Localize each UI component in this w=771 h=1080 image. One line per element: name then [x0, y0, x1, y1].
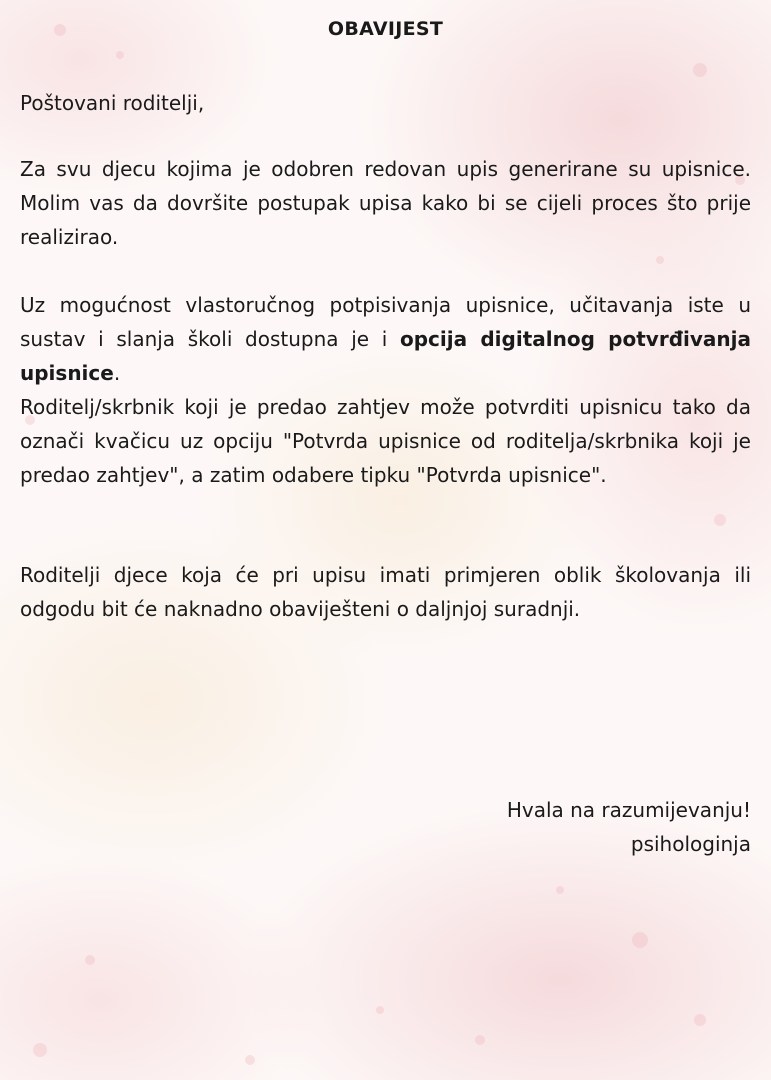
document-title: OBAVIJEST [327, 18, 444, 40]
paragraph-text-before: Uz mogućnost vlastoručnog potpisivanja upisnice, učitavanja iste u sustav i slanja školi dostupna je i [20, 293, 751, 351]
digital-confirmation-highlight: opcija digitalnog potvrđivanja upisnice [20, 327, 751, 385]
greeting: Poštovani roditelji, [20, 91, 205, 115]
signature-title: psihologinja [630, 832, 751, 856]
paragraph-confirmation-instructions: Roditelj/skrbnik koji je predao zahtjev može potvrditi upisnicu tako da označi kvačicu uz opciju "Potvrda upisnice od roditelja/skrbnika koji je predao zahtjev", a zatim odabere tipku "Potvrda upisnice". [20, 395, 751, 487]
paragraph-text-after: . [113, 361, 121, 385]
closing-signature [507, 793, 751, 861]
paragraph-special-schooling: Roditelji djece koja će pri upisu imati primjeren oblik školovanja ili odgodu bit će naknadno obaviješteni o daljnjoj suradnji. [20, 563, 751, 621]
closing-thanks: Hvala na razumijevanju! [506, 798, 751, 822]
paragraph-enrollment-forms: Za svu djecu kojima je odobren redovan upis generirane su upisnice. Molim vas da dovršite postupak upisa kako bi se cijeli proces što prije realizirao. [20, 157, 751, 249]
paragraph-digital-confirmation [20, 288, 751, 390]
